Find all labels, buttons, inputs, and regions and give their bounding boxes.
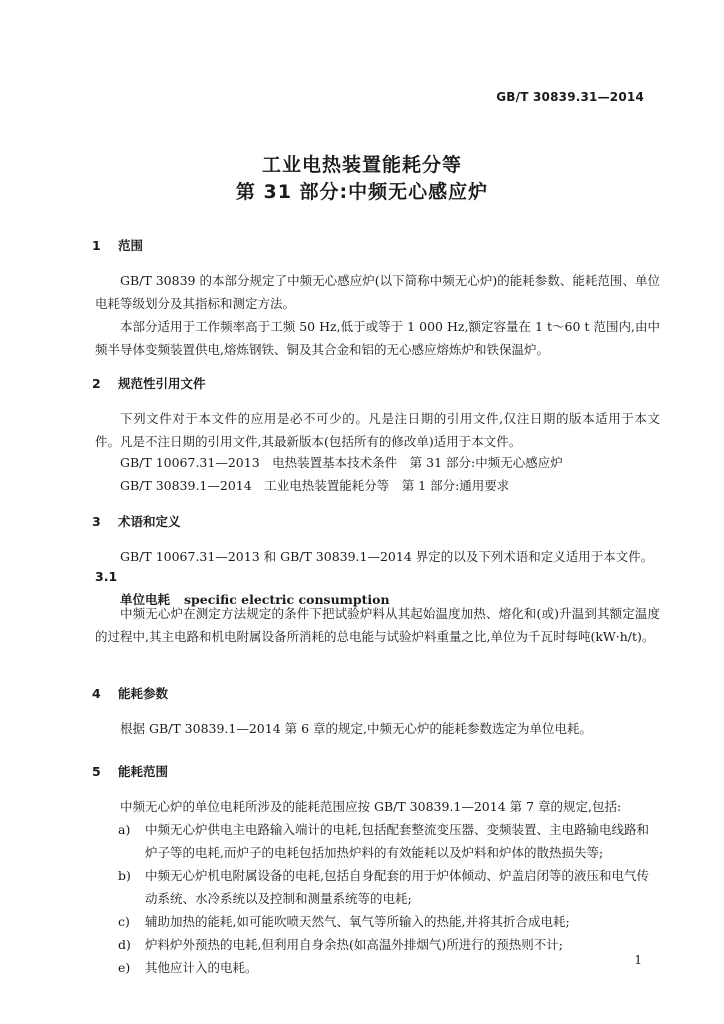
section-number: 3 xyxy=(92,514,101,529)
section-title: 术语和定义 xyxy=(118,514,181,529)
section-5-paragraph-1: 中频无心炉的单位电耗所涉及的能耗范围应按 GB/T 30839.1—2014 第 7 章的规定,包括: xyxy=(120,799,622,814)
normative-reference-2: GB/T 30839.1—2014 工业电热装置能耗分等 第 1 部分:通用要求 xyxy=(120,478,510,493)
section-title: 范围 xyxy=(118,238,144,253)
document-title: 工业电热装置能耗分等 xyxy=(261,154,462,176)
term-english: specific electric consumption xyxy=(184,592,390,607)
list-text: 炉料炉外预热的电耗,但利用自身余热(如高温外排烟气)所进行的预热则不计; xyxy=(145,937,563,952)
section-3-paragraph-1: GB/T 10067.31—2013 和 GB/T 30839.1—2014 界定的以及下列术语和定义适用于本文件。 xyxy=(120,549,654,564)
section-4-paragraph-1: 根据 GB/T 30839.1—2014 第 6 章的规定,中频无心炉的能耗参数选定为单位电耗。 xyxy=(120,721,593,736)
page-number: 1 xyxy=(634,953,642,967)
section-title: 能耗参数 xyxy=(118,686,169,701)
list-text: 其他应计入的电耗。 xyxy=(145,960,258,975)
section-2-heading xyxy=(92,374,206,392)
section-1-heading xyxy=(92,236,143,254)
list-item xyxy=(95,956,660,979)
list-text: 中频无心炉供电主电路输入端计的电耗,包括配套整流变压器、变频装置、主电路输电线路和炉子等的电耗,而炉子的电耗包括加热炉料的有效能耗以及炉料和炉体的散热损失等; xyxy=(145,822,649,860)
list-marker: b) xyxy=(118,868,131,883)
list-item xyxy=(95,864,660,910)
list-marker: d) xyxy=(118,937,131,952)
section-1-paragraph-2: 本部分适用于工作频率高于工频 50 Hz,低于或等于 1 000 Hz,额定容量在 1 t～60 t 范围内,由中频半导体变频装置供电,熔炼钢铁、铜及其合金和铝的无心感应熔炼炉和铁保温炉。 xyxy=(95,319,660,357)
section-number: 1 xyxy=(92,238,101,253)
standard-number: GB/T 30839.31—2014 xyxy=(496,90,644,104)
section-4-heading xyxy=(92,684,168,702)
subclause-number: 3.1 xyxy=(95,569,118,584)
document-subtitle: 第 31 部分:中频无心感应炉 xyxy=(235,181,489,203)
list-marker: a) xyxy=(118,822,131,837)
list-text: 辅助加热的能耗,如可能吹喷天然气、氧气等所输入的热能,并将其折合成电耗; xyxy=(145,914,570,929)
section-number: 5 xyxy=(92,764,101,779)
section-2-paragraph-1: 下列文件对于本文件的应用是必不可少的。凡是注日期的引用文件,仅注日期的版本适用于本文件。凡是不注日期的引用文件,其最新版本(包括所有的修改单)适用于本文件。 xyxy=(95,411,660,449)
list-text: 中频无心炉机电附属设备的电耗,包括自身配套的用于炉体倾动、炉盖启闭等的液压和电气传动系统、水冷系统以及控制和测量系统等的电耗; xyxy=(145,868,649,906)
normative-reference-1: GB/T 10067.31—2013 电热装置基本技术条件 第 31 部分:中频无心感应炉 xyxy=(120,455,563,470)
section-3-heading xyxy=(92,512,181,530)
list-marker: c) xyxy=(118,914,130,929)
list-item xyxy=(95,910,660,933)
list-marker: e) xyxy=(118,960,131,975)
term-definition: 中频无心炉在测定方法规定的条件下把试验炉料从其起始温度加热、熔化和(或)升温到其额定温度的过程中,其主电路和机电附属设备所消耗的总电能与试验炉料重量之比,单位为千瓦时每吨(kW·h/t)。 xyxy=(95,606,660,644)
section-title: 规范性引用文件 xyxy=(118,376,206,391)
section-number: 2 xyxy=(92,376,101,391)
section-5-heading xyxy=(92,762,168,780)
term-chinese: 单位电耗 xyxy=(120,592,171,607)
section-1-paragraph-1: GB/T 30839 的本部分规定了中频无心感应炉(以下简称中频无心炉)的能耗参数、能耗范围、单位电耗等级划分及其指标和测定方法。 xyxy=(95,273,660,311)
list-item xyxy=(95,818,660,864)
section-number: 4 xyxy=(92,686,101,701)
list-item xyxy=(95,933,660,956)
section-title: 能耗范围 xyxy=(118,764,169,779)
